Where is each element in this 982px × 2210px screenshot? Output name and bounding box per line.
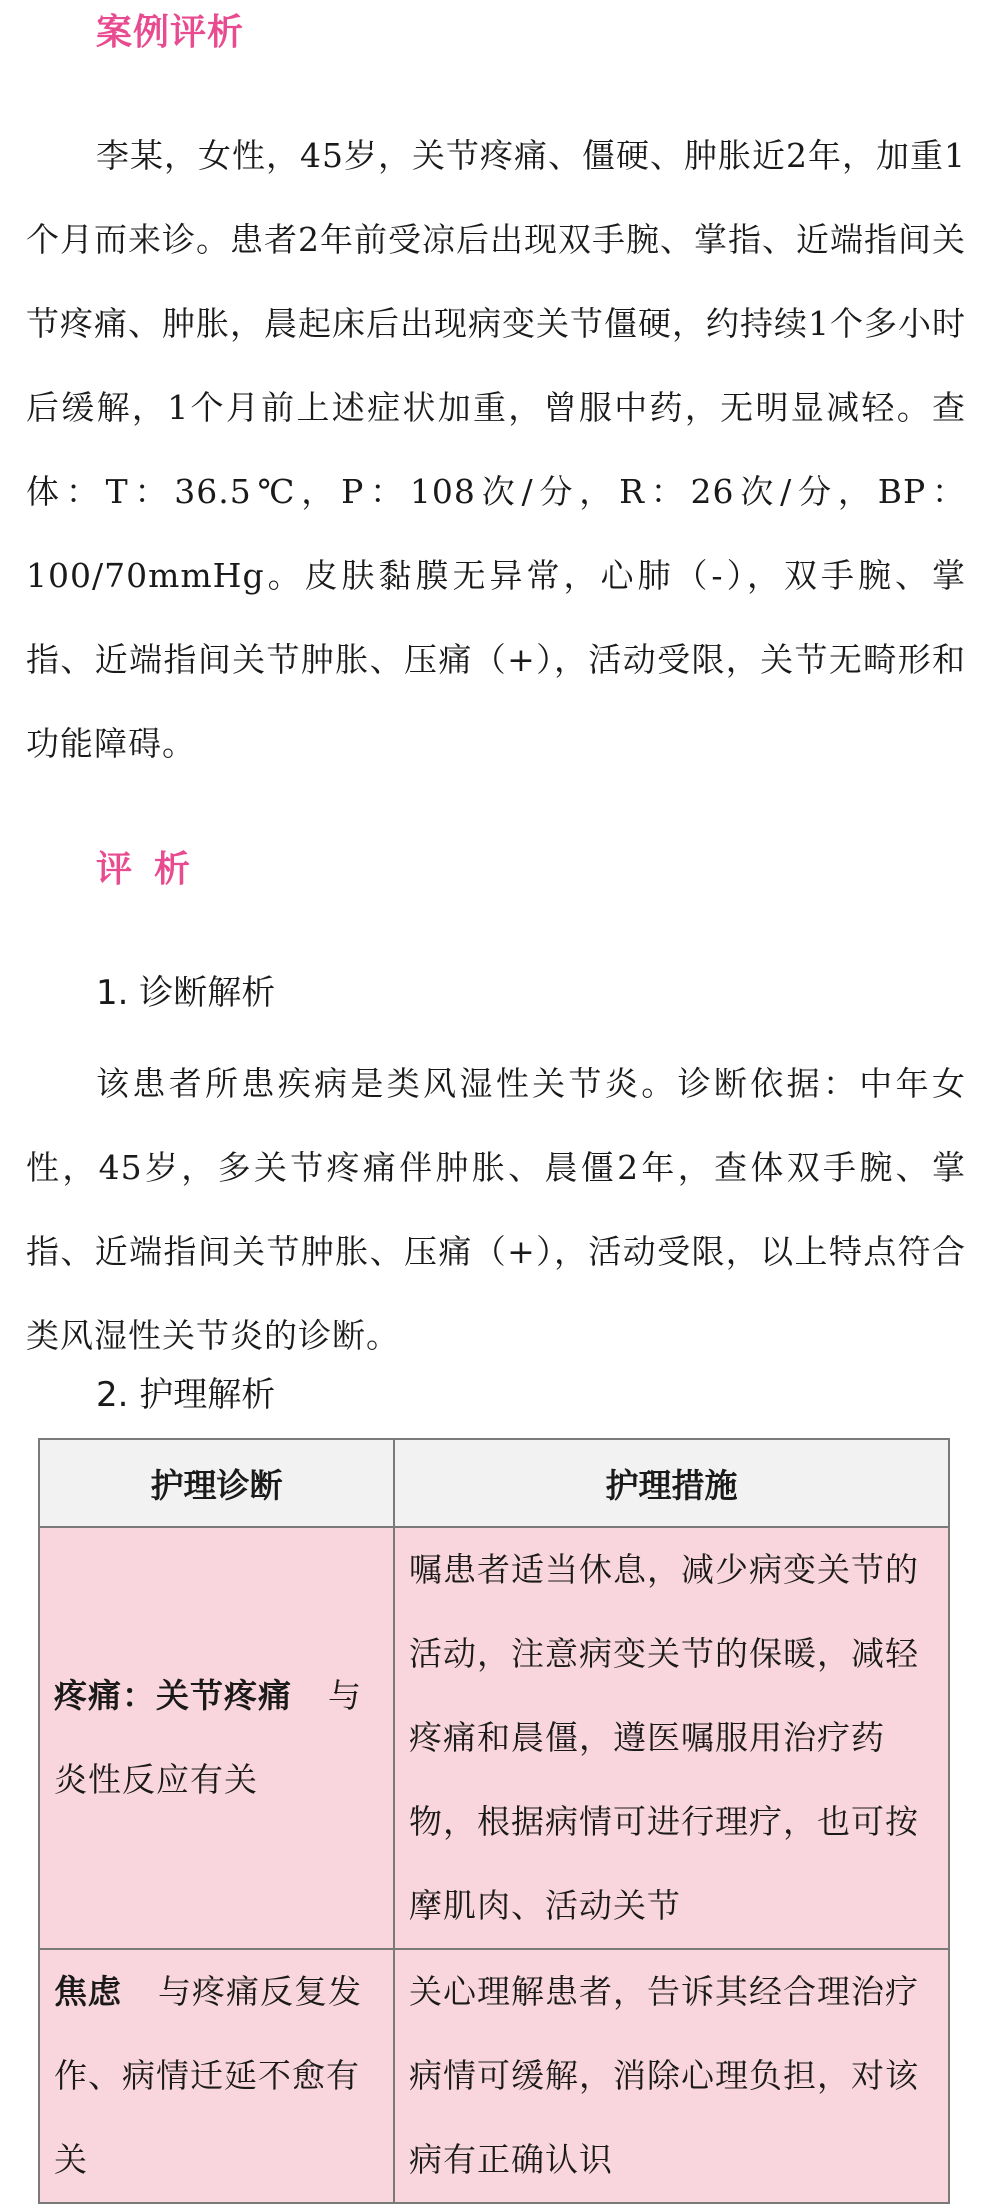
case-description: 李某，女性，45岁，关节疼痛、僵硬、肿胀近2年，加重1个月而来诊。患者2年前受凉后出现双手腕、掌指、近端指间关节疼痛、肿胀，晨起床后出现病变关节僵硬，约持续1个多小时后缓解，1个月前上述症状加重，曾服中药，无明显减轻。查体：T：36.5℃，P：108次/分，R：26次/分，BP：100/70mmHg。皮肤黏膜无异常，心肺（-），双手腕、掌指、近端指间关节肿胀、压痛（+），活动受限，关节无畸形和功能障碍。 xyxy=(26,136,966,763)
diagnosis-cause: 与疼痛反复发作、病情迁延不愈有关 xyxy=(54,1972,362,2179)
diagnosis-name: 焦虑 xyxy=(54,1972,122,2011)
case-analysis-heading: 案例评析 xyxy=(96,12,245,53)
measures-cell: 嘱患者适当休息，减少病变关节的活动，注意病变关节的保暖，减轻疼痛和晨僵，遵医嘱服用治疗药物，根据病情可进行理疗，也可按摩肌肉、活动关节 xyxy=(394,1527,949,1949)
diagnosis-cause: 与炎性反应有关 xyxy=(54,1676,362,1799)
table-row xyxy=(39,1949,949,2203)
header-nursing-diagnosis: 护理诊断 xyxy=(39,1439,394,1527)
table-row xyxy=(39,1527,949,1949)
diagnosis-subtitle: 1. 诊断解析 xyxy=(96,973,276,1013)
diagnosis-cell xyxy=(39,1949,394,2203)
diagnosis-text: 该患者所患疾病是类风湿性关节炎。诊断依据：中年女性，45岁，多关节疼痛伴肿胀、晨僵2年，查体双手腕、掌指、近端指间关节肿胀、压痛（+），活动受限，以上特点符合类风湿性关节炎的诊断。 xyxy=(26,1064,966,1355)
analysis-heading: 评析 xyxy=(96,849,213,890)
table-header-row xyxy=(39,1439,949,1527)
nursing-table xyxy=(38,1438,950,2204)
diagnosis-name: 疼痛：关节疼痛 xyxy=(54,1676,292,1715)
diagnosis-cell xyxy=(39,1527,394,1949)
header-nursing-measures: 护理措施 xyxy=(394,1439,949,1527)
measures-cell: 关心理解患者，告诉其经合理治疗病情可缓解，消除心理负担，对该病有正确认识 xyxy=(394,1949,949,2203)
nursing-subtitle: 2. 护理解析 xyxy=(96,1375,276,1415)
